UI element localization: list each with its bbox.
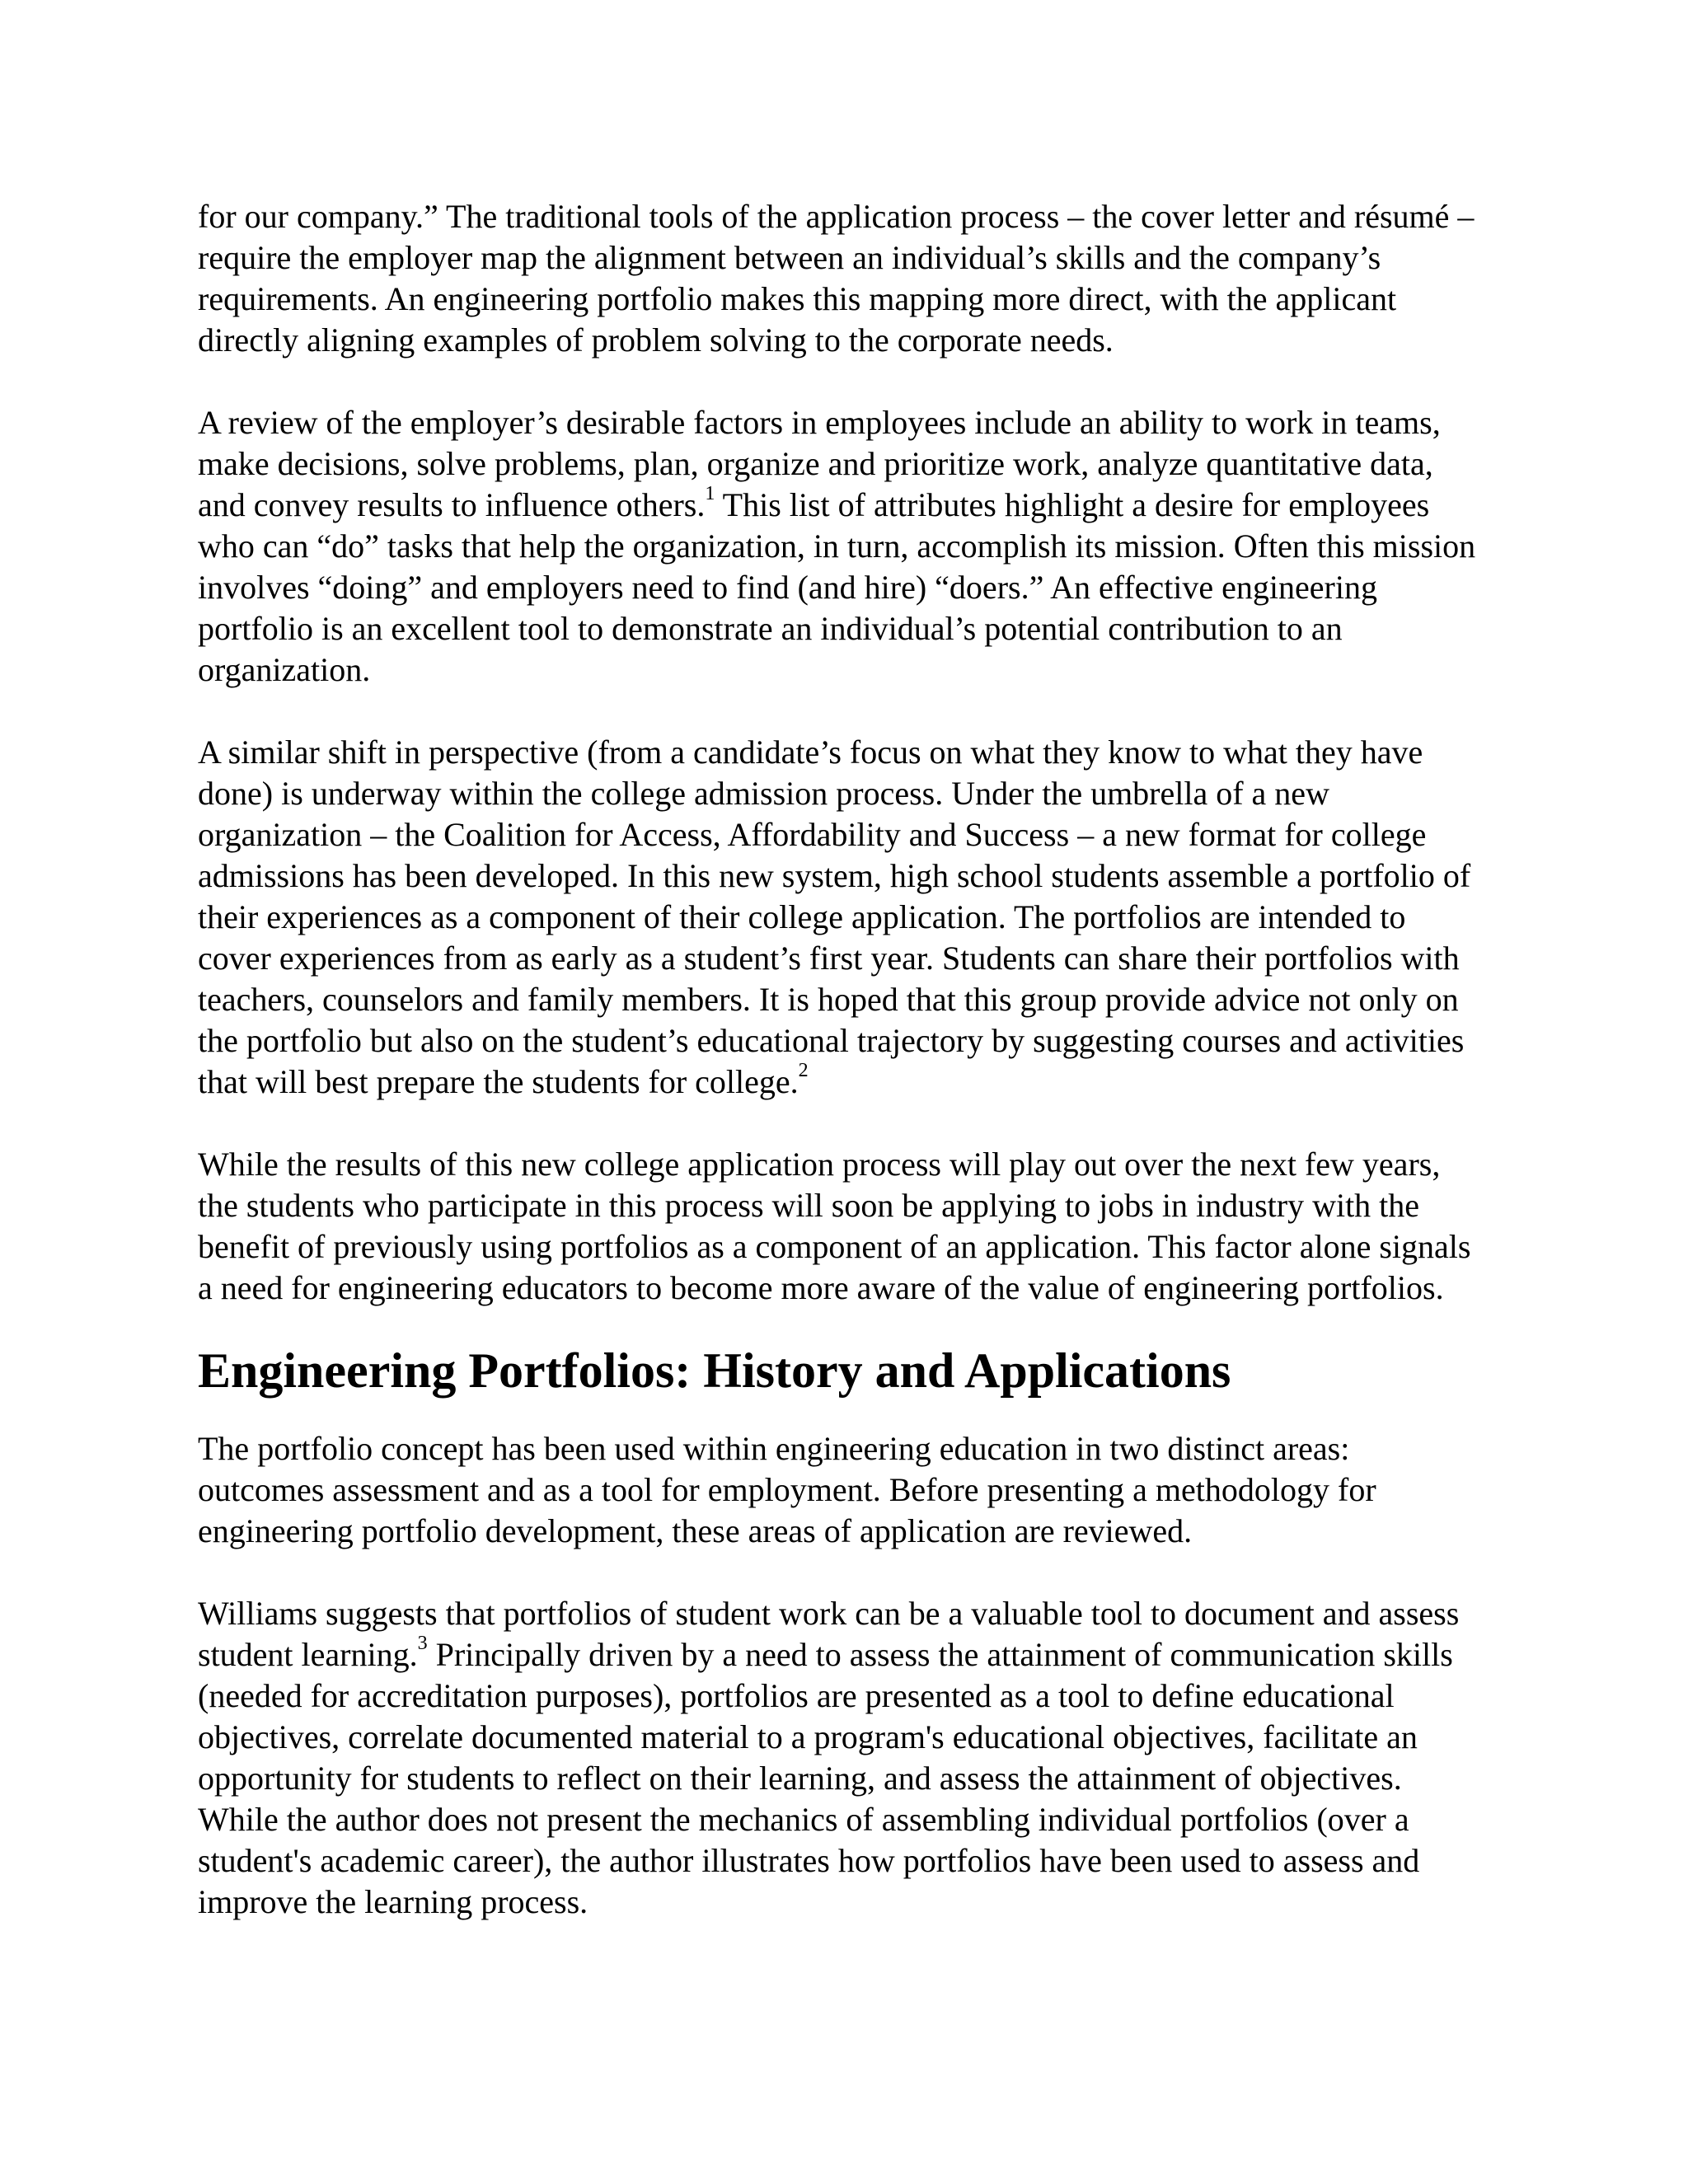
text-line <box>198 482 1500 526</box>
text-line: (needed for accreditation purposes), portfolios are presented as a tool to define educational <box>198 1677 1395 1714</box>
paragraph-5 <box>198 1428 1500 1552</box>
text-line: Williams suggests that portfolios of student work can be a valuable tool to document and assess <box>198 1595 1460 1632</box>
footnote-marker-1: 1 <box>705 482 715 504</box>
paragraph-3 <box>198 732 1500 1103</box>
text-line: portfolio is an excellent tool to demonstrate an individual’s potential contribution to an <box>198 610 1343 647</box>
text-line: organization – the Coalition for Access, Affordability and Success – a new format for college <box>198 816 1427 853</box>
text-line: benefit of previously using portfolios as a component of an application. This factor alone signals <box>198 1228 1471 1265</box>
document-body <box>198 196 1500 1964</box>
text-segment: and convey results to influence others. <box>198 486 706 523</box>
text-line: admissions has been developed. In this new system, high school students assemble a portfolio of <box>198 857 1471 894</box>
text-line: The portfolio concept has been used within engineering education in two distinct areas: <box>198 1430 1350 1467</box>
text-line: a need for engineering educators to become more aware of the value of engineering portfolios. <box>198 1269 1444 1306</box>
text-line <box>198 1634 1500 1675</box>
text-line: done) is underway within the college admission process. Under the umbrella of a new <box>198 775 1329 812</box>
paragraph-6 <box>198 1593 1500 1923</box>
text-line: opportunity for students to reflect on their learning, and assess the attainment of objectives. <box>198 1760 1402 1797</box>
text-line: While the author does not present the mechanics of assembling individual portfolios (over a <box>198 1801 1409 1838</box>
text-line: teachers, counselors and family members. It is hoped that this group provide advice not only on <box>198 981 1459 1018</box>
text-line: engineering portfolio development, these areas of application are reviewed. <box>198 1512 1193 1549</box>
text-line: cover experiences from as early as a student’s first year. Students can share their portfolios with <box>198 940 1460 977</box>
text-line: for our company.” The traditional tools of the application process – the cover letter and résumé – <box>198 198 1475 235</box>
text-line: involves “doing” and employers need to find (and hire) “doers.” An effective engineering <box>198 569 1377 606</box>
footnote-marker-3: 3 <box>417 1632 428 1654</box>
footnote-marker-2: 2 <box>798 1059 809 1081</box>
text-line: A review of the employer’s desirable factors in employees include an ability to work in teams, <box>198 404 1441 441</box>
text-line: improve the learning process. <box>198 1883 588 1920</box>
text-line: who can “do” tasks that help the organization, in turn, accomplish its mission. Often this mission <box>198 527 1476 565</box>
text-line: organization. <box>198 651 371 688</box>
text-line: make decisions, solve problems, plan, organize and prioritize work, analyze quantitative data, <box>198 445 1433 482</box>
text-segment: student learning. <box>198 1636 418 1673</box>
paragraph-4 <box>198 1144 1500 1309</box>
section-heading: Engineering Portfolios: History and Applications <box>198 1343 1231 1398</box>
text-line: student's academic career), the author illustrates how portfolios have been used to assess and <box>198 1842 1420 1879</box>
text-line: While the results of this new college application process will play out over the next few years, <box>198 1146 1441 1183</box>
text-line: requirements. An engineering portfolio makes this mapping more direct, with the applicant <box>198 280 1397 317</box>
paragraph-1 <box>198 196 1500 361</box>
text-segment: Principally driven by a need to assess the attainment of communication skills <box>427 1636 1453 1673</box>
text-line: objectives, correlate documented material to a program's educational objectives, facilitate an <box>198 1718 1418 1755</box>
text-segment: This list of attributes highlight a desire for employees <box>715 486 1430 523</box>
text-line: require the employer map the alignment between an individual’s skills and the company’s <box>198 239 1381 276</box>
text-line: directly aligning examples of problem solving to the corporate needs. <box>198 321 1114 359</box>
paragraph-2 <box>198 402 1500 691</box>
text-line: outcomes assessment and as a tool for employment. Before presenting a methodology for <box>198 1471 1376 1508</box>
text-segment: that will best prepare the students for college. <box>198 1063 799 1100</box>
text-line: their experiences as a component of their college application. The portfolios are intended to <box>198 898 1406 935</box>
text-line: the portfolio but also on the student’s educational trajectory by suggesting courses and activities <box>198 1022 1465 1059</box>
text-line <box>198 1059 1500 1103</box>
text-line: the students who participate in this process will soon be applying to jobs in industry with the <box>198 1187 1420 1224</box>
text-line: A similar shift in perspective (from a candidate’s focus on what they know to what they have <box>198 733 1423 771</box>
